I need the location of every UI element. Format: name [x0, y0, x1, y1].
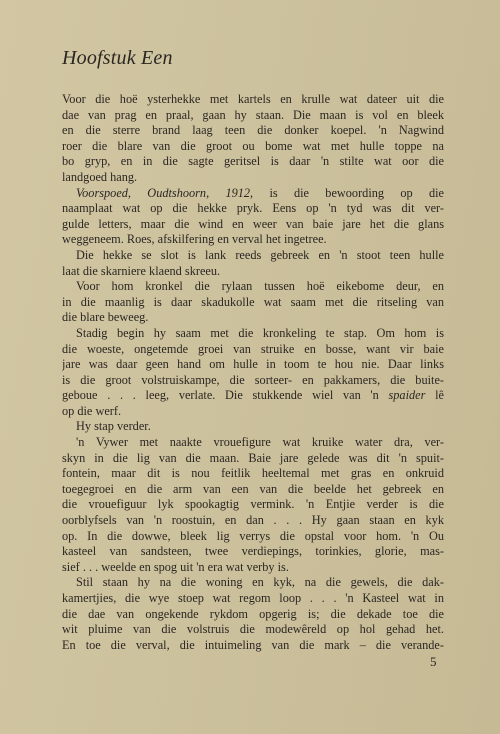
text-line: fontein, maar dit is nou feitlik heeltemal met gras en onkruid	[62, 466, 444, 481]
text-line: skyn in die lig van die maan. Baie jare gelede was dit 'n spuit-	[62, 450, 444, 465]
text-line: kamertjies, die wye stoep wat regom loop . . . 'n Kasteel wat in	[62, 591, 444, 605]
text-line: die dae van ongekende rykdom opgerig is; die dekade toe die	[62, 606, 444, 621]
text-line: Die hekke se slot is lank reeds gebreek en 'n stoot teen hulle	[76, 247, 444, 262]
text-line: Stil staan hy na die woning en kyk, na die gewels, die dak-	[76, 575, 444, 590]
text-line: en die sterre brand laag teen die donker koepel. 'n Nagwind	[62, 123, 444, 138]
text-line: gulde letters, maar die wind en weer van baie jare het die glans	[62, 216, 444, 231]
text-line: En toe die verval, die intuimeling van die mark – die verande-	[62, 637, 444, 652]
text-line: naamplaat wat op die hekke pryk. Eens op 'n tyd was dit ver-	[62, 201, 444, 216]
text-line: die blare beweeg.	[62, 310, 149, 325]
text-line: geboue . . . leeg, verlate. Die stukkende wiel van 'n spaider lê	[62, 388, 444, 403]
text-line: op die werf.	[62, 403, 122, 418]
text-line: landgoed hang.	[62, 169, 138, 184]
text-line: Hy stap verder.	[76, 419, 151, 434]
text-line: jare was daar geen hand om hulle in toom te hou nie. Daar links	[62, 357, 444, 372]
text-line: die woeste, ongetemde groei van struike en bosse, want vir baie	[62, 341, 444, 356]
text-line: laat die skarniere klaend skreeu.	[62, 263, 221, 278]
text-line: 'n Vywer met naakte vrouefigure wat kruike water dra, ver-	[76, 435, 444, 450]
page-number: 5	[430, 654, 437, 669]
text-line: wit pluime van die volstruis die modewêreld op hol gehad het.	[62, 622, 444, 637]
text-line: sief . . . weelde en spog uit 'n era wat verby is.	[62, 559, 289, 574]
text-line: roer die blare van die groot ou bome wat met hulle toppe na	[62, 138, 444, 153]
text-line: oorblyfsels van 'n roostuin, en dan . . . Hy gaan staan en kyk	[62, 513, 444, 528]
chapter-title: Hoofstuk Een	[62, 47, 173, 69]
text-line: is die groot volstruiskampe, die sorteer- en pakkamers, die buite-	[62, 372, 444, 387]
text-line: op. In die dowwe, bleek lig verrys die opstal voor hom. 'n Ou	[62, 528, 444, 543]
text-line: kasteel van sandsteen, twee verdiepings, torinkies, glorie, mas-	[62, 544, 444, 559]
text-line: Voor hom kronkel die rylaan tussen hoë eikebome deur, en	[76, 279, 444, 294]
text-line: Voor die hoë ysterhekke met kartels en krulle wat dateer uit die	[62, 92, 444, 106]
text-line: weggeneem. Roes, afskilfering en verval het ingetree.	[62, 232, 327, 247]
text-line: die vrouefiguur lyk spookagtig vermink. 'n Entjie verder is die	[62, 497, 444, 512]
text-line: Stadig begin hy saam met die kronkeling te stap. Om hom is	[76, 325, 444, 340]
text-line: in die maanlig is daar skadukolle wat saam met die ritseling van	[62, 294, 444, 309]
body-text	[62, 92, 444, 653]
text-line: Voorspoed, Oudtshoorn, 1912, is die bewoording op die	[76, 185, 444, 200]
text-line: dae van prag en praal, gaan hy staan. Die maan is vol en bleek	[62, 107, 444, 122]
text-line: toegegroei en die arm van een van die beelde het gebreek en	[62, 481, 444, 496]
text-line: bo gryp, en in die sagte geritsel is daar 'n stilte wat oor die	[62, 154, 444, 169]
